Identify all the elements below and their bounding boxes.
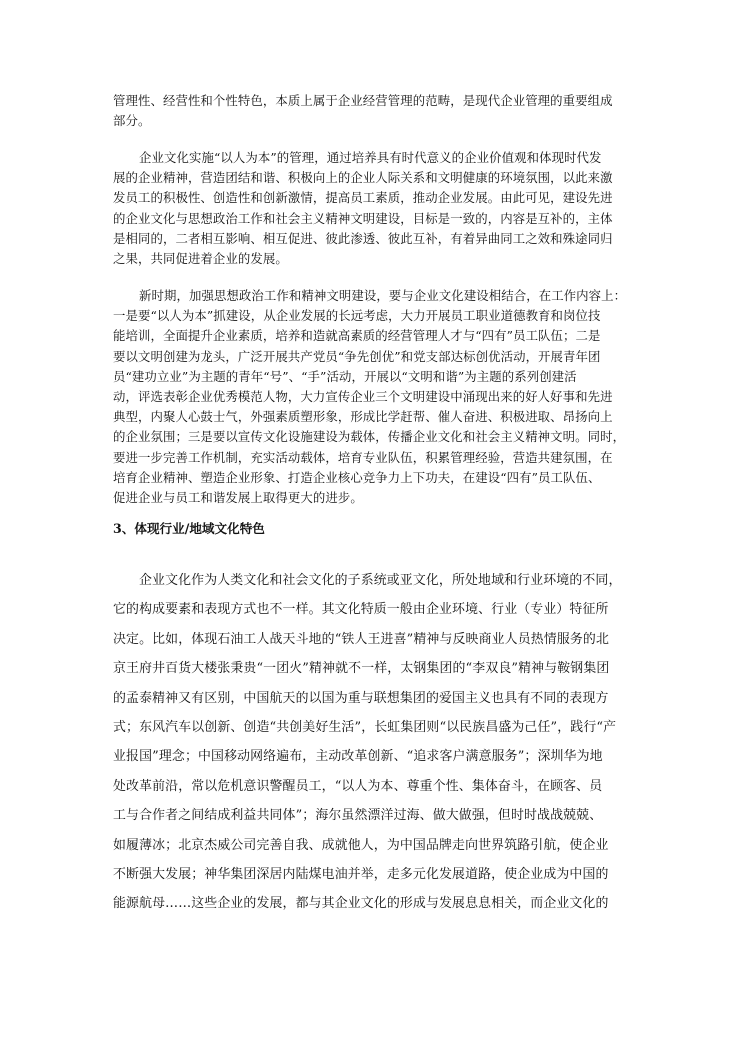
text-line: 工与合作者之间结成利益共同体”；海尔虽然漂洋过海、做大做强，但时时战战兢兢、 — [113, 808, 603, 824]
text-line: 它的构成要素和表现方式也不一样。其文化特质一般由企业环境、行业（专业）特征所 — [113, 602, 609, 618]
paragraph-1 — [113, 91, 633, 131]
text-line: 决定。比如，体现石油工人战天斗地的“铁人王进喜”精神与反映商业人员热情服务的北 — [113, 631, 609, 647]
text-line: 是相同的，二者相互影响、相互促进、彼此渗透、彼此互补，有着异曲同工之效和殊途同归 — [113, 230, 613, 246]
text-line: 新时期，加强思想政治工作和精神文明建设，要与企业文化建设相结合，在工作内容上： — [139, 288, 627, 303]
text-line: 的企业文化与思想政治工作和社会主义精神文明建设，目标是一致的，内容是互补的，主体 — [113, 210, 613, 226]
text-line: 促进企业与员工和谐发展上取得更大的进步。 — [113, 490, 363, 506]
text-line: 的企业氛围；三是要以宣传文化设施建设为载体，传播企业文化和社会主义精神文明。同时， — [113, 429, 626, 445]
text-line: 发员工的积极性、创造性和创新激情，提高员工素质，推动企业发展。由此可见，建设先进 — [113, 190, 613, 206]
text-line: 京王府井百货大楼张秉贵“一团火”精神就不一样，太钢集团的“李双良”精神与鞍钢集团 — [113, 661, 610, 677]
text-line: 员“建功立业”为主题的青年“号”、“手”活动，开展以“文明和谐”为主题的系列创建活 — [113, 368, 577, 384]
paragraph-4 — [113, 566, 633, 919]
paragraph-3 — [113, 286, 633, 508]
text-line: 要进一步完善工作机制，充实活动载体，培育专业队伍，积累管理经验，营造共建氛围，在 — [113, 449, 613, 465]
text-line: 要以文明创建为龙头，广泛开展共产党员“争先创优”和党支部达标创优活动，开展青年团 — [113, 348, 601, 364]
text-line: 动，评选表彰企业优秀模范人物，大力宣传企业三个文明建设中涌现出来的好人好事和先进 — [113, 389, 613, 405]
text-line: 一是要“以人为本”抓建设，从企业发展的长远考虑，大力开展员工职业道德教育和岗位技 — [113, 308, 601, 324]
text-line: 的孟泰精神又有区别，中国航天的以国为重与联想集团的爱国主义也具有不同的表现方 — [113, 690, 609, 706]
text-line: 企业文化实施“以人为本”的管理，通过培养具有时代意义的企业价值观和体现时代发 — [139, 150, 602, 165]
text-line: 培育企业精神、塑造企业形象、打造企业核心竞争力上下功夫，在建设“四有”员工队伍、 — [113, 469, 601, 485]
text-line: 不断强大发展；神华集团深居内陆煤电油并举，走多元化发展道路，使企业成为中国的 — [113, 867, 609, 883]
text-line: 展的企业精神，营造团结和谐、积极向上的企业人际关系和文明健康的环境氛围，以此来激 — [113, 170, 613, 186]
text-line: 式；东风汽车以创新、创造“共创美好生活”，长虹集团则“以民族昌盛为己任”，践行“产 — [113, 720, 617, 736]
text-line: 能源航母……这些企业的发展，都与其企业文化的形成与发展息息相关，而企业文化的 — [113, 896, 609, 912]
section-heading: 3、体现行业/地域文化特色 — [113, 521, 265, 536]
text-line: 部分。 — [113, 113, 151, 129]
text-line: 业报国”理念；中国移动网络遍布，主动改革创新、“追求客户满意服务”；深圳华为地 — [113, 749, 603, 765]
text-line: 管理性、经营性和个性特色，本质上属于企业经营管理的范畴，是现代企业管理的重要组成 — [113, 93, 613, 108]
text-line: 企业文化作为人类文化和社会文化的子系统或亚文化，所处地域和行业环境的不同， — [139, 573, 622, 588]
text-line: 典型，内聚人心鼓士气，外强素质塑形象，形成比学赶帮、催人奋进、积极进取、昂扬向上 — [113, 409, 613, 425]
paragraph-2 — [113, 148, 633, 269]
text-line: 如履薄冰；北京杰威公司完善自我、成就他人，为中国品牌走向世界筑路引航，使企业 — [113, 837, 609, 853]
text-line: 处改革前沿，常以危机意识警醒员工，“以人为本、尊重个性、集体奋斗，在顾客、员 — [113, 778, 603, 794]
text-line: 能培训，全面提升企业素质，培养和造就高素质的经营管理人才与“四有”员工队伍；二是 — [113, 328, 601, 344]
text-line: 之果，共同促进着企业的发展。 — [113, 251, 288, 267]
